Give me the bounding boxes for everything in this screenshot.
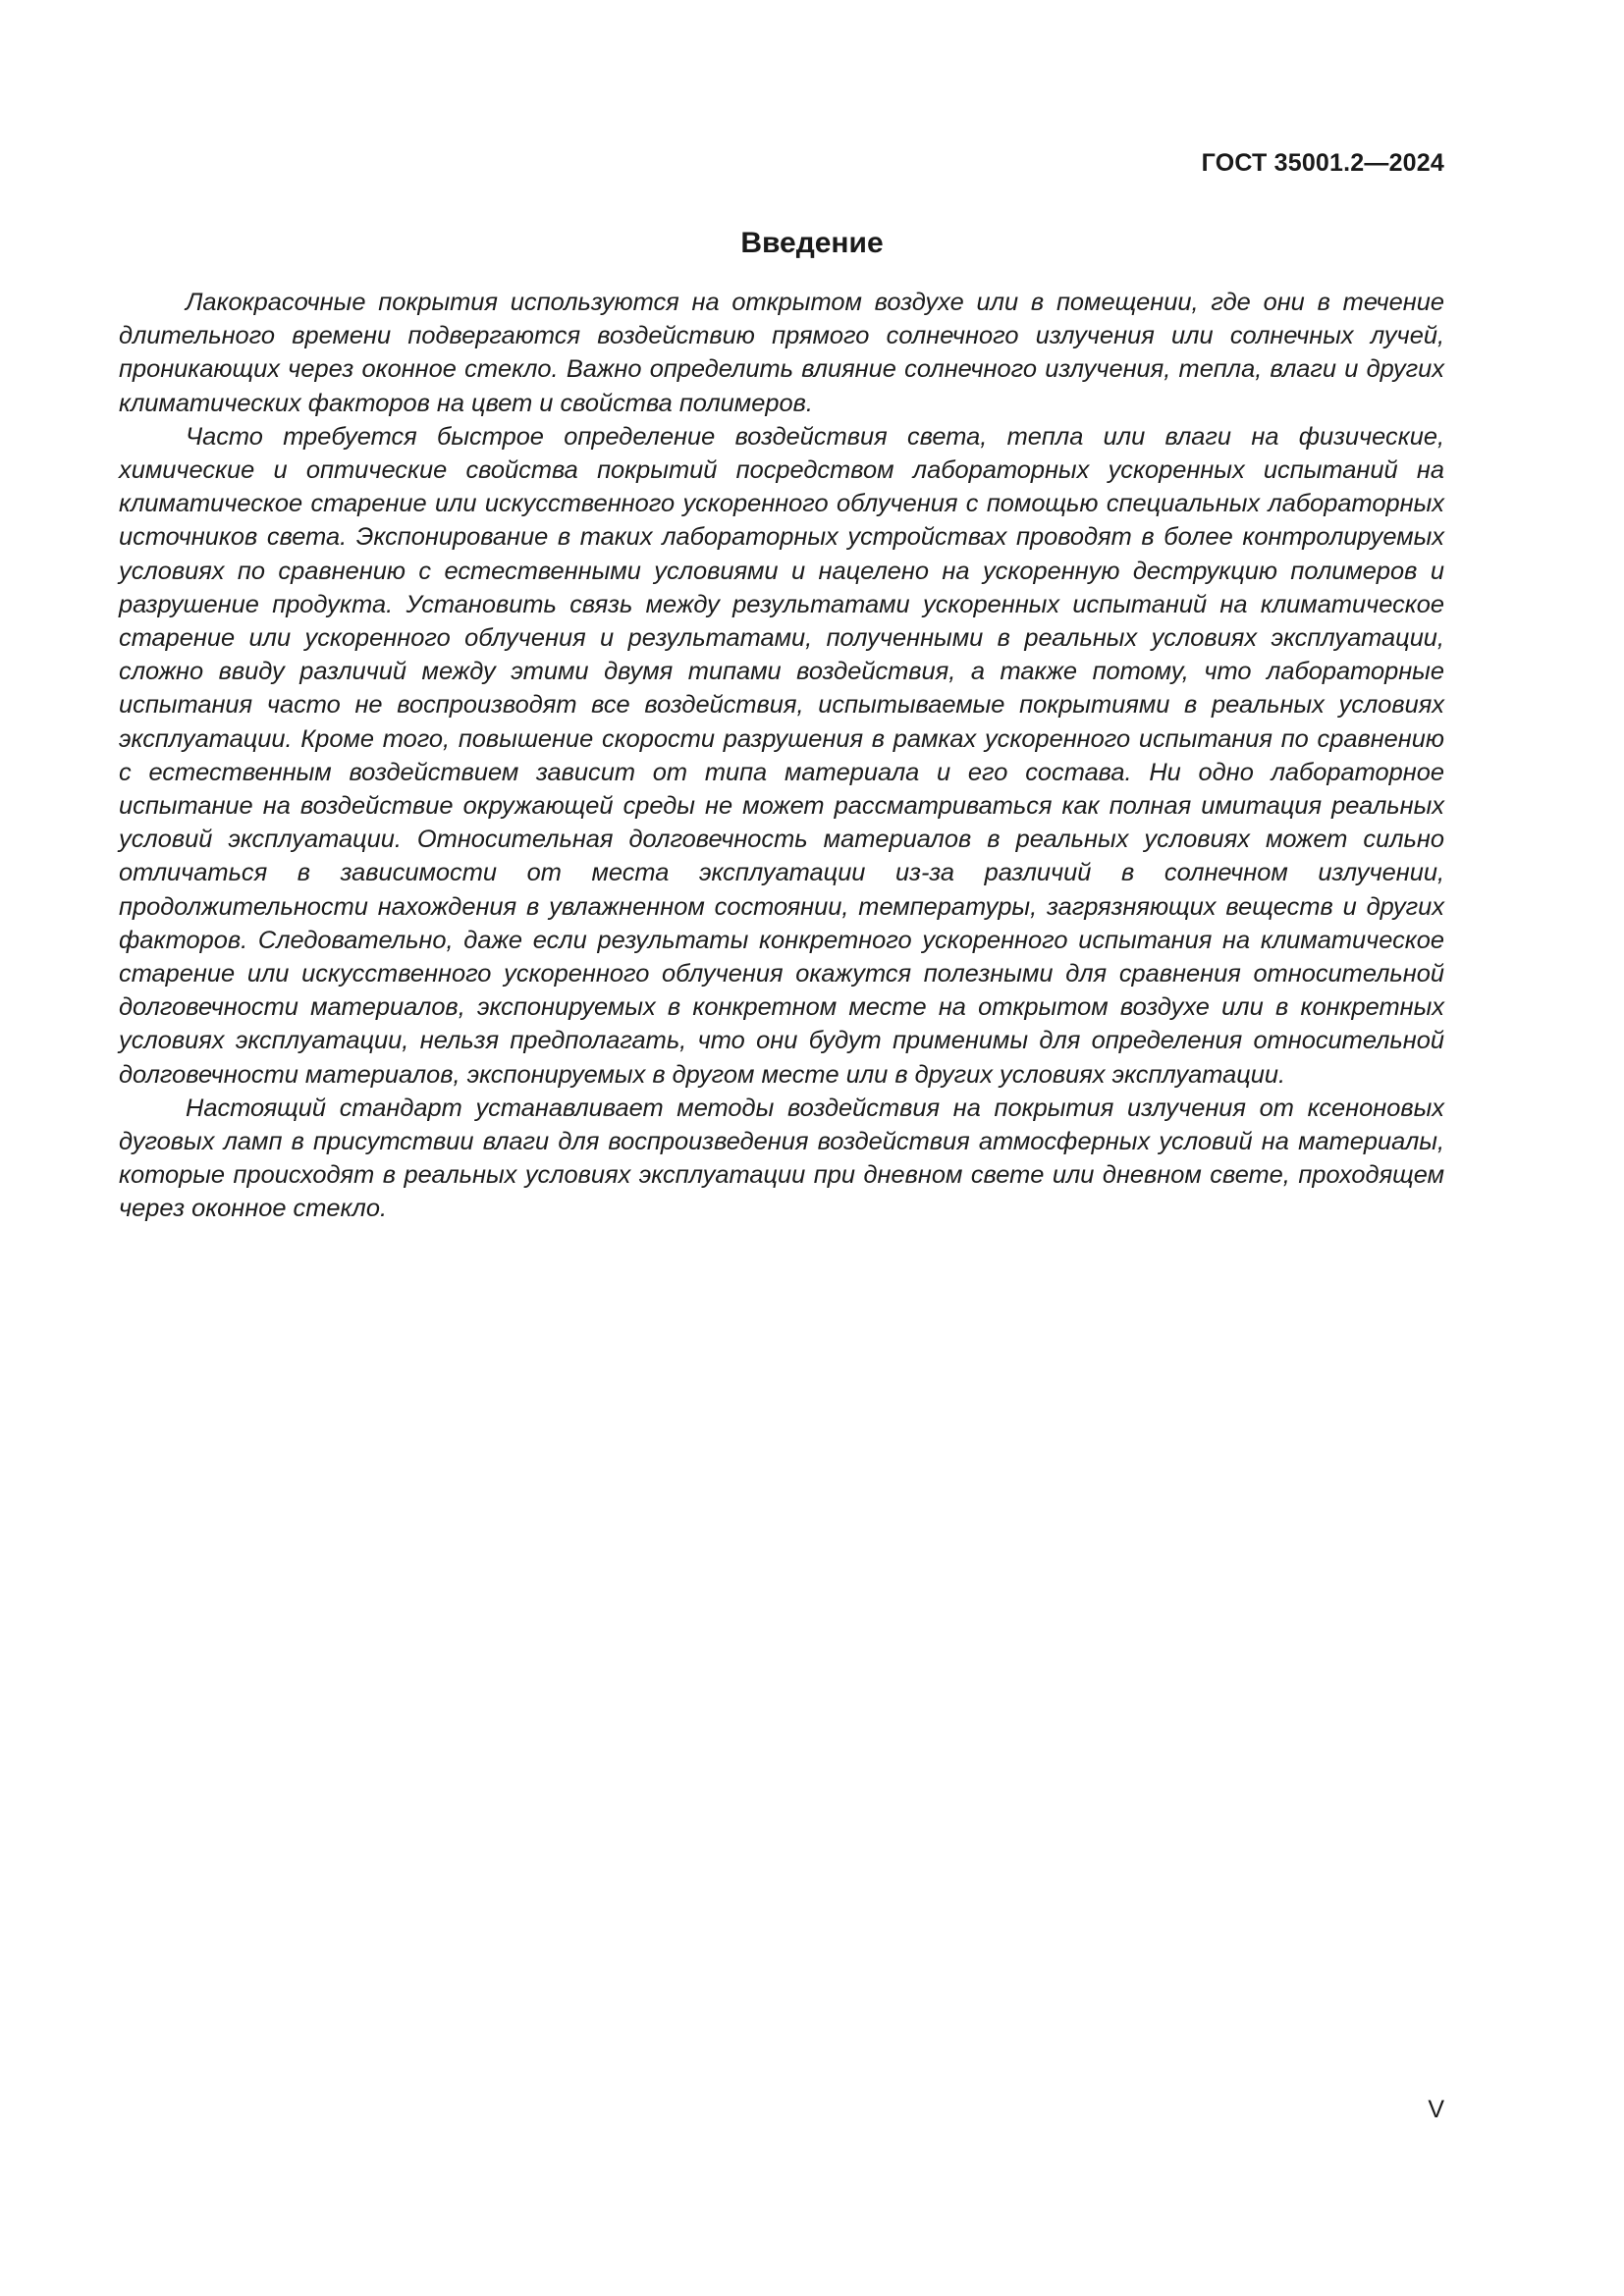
introduction-body [119,286,1444,1226]
page-number: V [1428,2096,1444,2123]
paragraph-2: Часто требуется быстрое определение воздействия света, тепла или влаги на физические, химические и оптические свойства покрытий посредством лабораторных ускоренных испытаний на климатическое старение или искусственного ускоренного облучения с помощью специальных лабораторных источников света. Экспонирование в таких лабораторных устройствах проводят в более контролируемых условиях по сравнению с естественными условиями и нацелено на ускоренную деструкцию полимеров и разрушение продукта. Установить связь между результатами ускоренных испытаний на климатическое старение или ускоренного облучения и результатами, полученными в реальных условиях эксплуатации, сложно ввиду различий между этими двумя типами воздействия, а также потому, что лабораторные испытания часто не воспроизводят все воздействия, испытываемые покрытиями в реальных условиях эксплуатации. Кроме того, повышение скорости разрушения в рамках ускоренного испытания по сравнению с естественным воздействием зависит от типа материала и его состава. Ни одно лабораторное испытание на воздействие окружающей среды не может рассматриваться как полная имитация реальных условий эксплуатации. Относительная долговечность материалов в реальных условиях может сильно отличаться в зависимости от места эксплуатации из-за различий в солнечном излучении, продолжительности нахождения в увлажненном состоянии, температуры, загрязняющих веществ и других факторов. Следовательно, даже если результаты конкретного ускоренного испытания на климатическое старение или искусственного ускоренного облучения окажутся полезными для сравнения относительной долговечности материалов, экспонируемых в конкретном месте на открытом воздухе или в конкретных условиях эксплуатации, нельзя предполагать, что они будут применимы для определения относительной долговечности материалов, экспонируемых в другом месте или в других условиях эксплуатации. [119,422,1444,1089]
paragraph-3: Настоящий стандарт устанавливает методы воздействия на покрытия излучения от ксеноновых дуговых ламп в присутствии влаги для воспроизведения воздействия атмосферных условий на материалы, которые происходят в реальных условиях эксплуатации при дневном свете или дневном свете, проходящем через оконное стекло. [119,1094,1444,1223]
paragraph-1: Лакокрасочные покрытия используются на открытом воздухе или в помещении, где они в течение длительного времени подвергаются воздействию прямого солнечного излучения или солнечных лучей, проникающих через оконное стекло. Важно определить влияние солнечного излучения, тепла, влаги и других климатических факторов на цвет и свойства полимеров. [119,289,1444,417]
section-title: Введение [740,227,884,259]
document-code: ГОСТ 35001.2—2024 [1201,149,1444,177]
